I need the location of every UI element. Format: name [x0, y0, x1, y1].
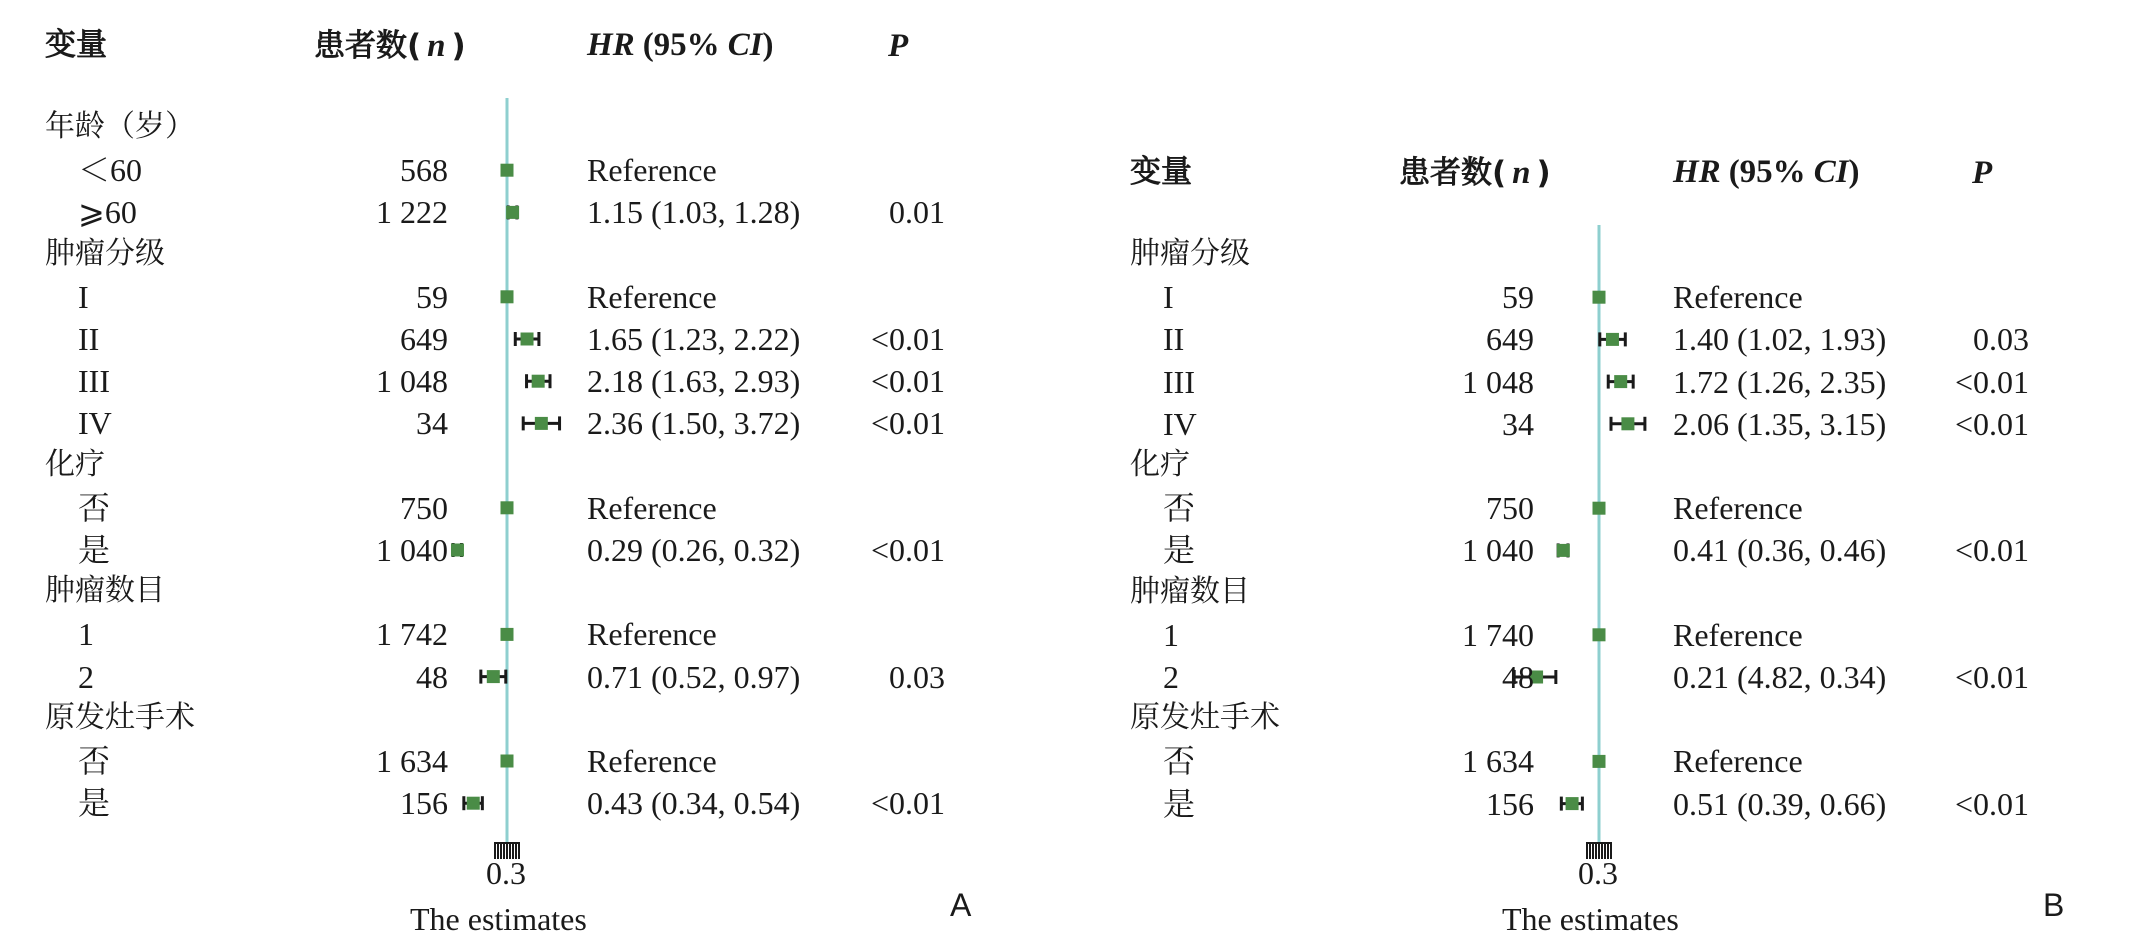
header-p-value: P: [1972, 155, 1993, 191]
hr-point-marker: [506, 206, 519, 219]
patient-count: 48: [1502, 659, 1534, 695]
hr-ci-text: Reference: [1673, 743, 1803, 780]
p-value: <0.01: [870, 321, 945, 357]
level-label: 1: [78, 616, 94, 653]
hr-point-marker: [1606, 333, 1619, 346]
header-hr-part: ): [762, 27, 774, 63]
patient-count: 1 740: [1462, 616, 1534, 653]
header-hr-part: (95%: [642, 27, 720, 63]
header-n-prefix: 患者数(: [314, 28, 422, 64]
x-tick-label: 0.3: [1578, 855, 1618, 891]
hr-point-marker: [535, 417, 548, 430]
patient-count: 34: [416, 405, 448, 442]
hr-ci-text: 0.51 (0.39, 0.66): [1673, 785, 1887, 822]
hr-ci-text: Reference: [587, 616, 717, 653]
patient-count: 156: [400, 785, 448, 822]
header-n-symbol: n: [1512, 155, 1531, 191]
level-label: 是: [1163, 785, 1196, 822]
p-value: 0.01: [889, 194, 945, 231]
level-label: I: [78, 278, 89, 315]
hr-point-marker: [1593, 628, 1606, 641]
patient-count: 59: [1502, 279, 1534, 316]
patient-count: 649: [1486, 321, 1534, 358]
hr-ci-text: Reference: [1673, 279, 1803, 316]
p-value: 0.03: [1973, 321, 2029, 358]
hr-point-marker: [1593, 502, 1606, 515]
hr-ci-text: 0.29 (0.26, 0.32): [587, 532, 801, 568]
header-n-suffix: ): [1536, 155, 1551, 191]
header-n-suffix: ): [451, 28, 466, 64]
hr-ci-text: Reference: [1673, 490, 1803, 527]
level-label: ＜60: [78, 152, 143, 189]
level-label: IV: [78, 405, 112, 442]
header-variable: 变量: [1130, 154, 1192, 190]
hr-point-marker: [1614, 375, 1627, 388]
patient-count: 1 222: [376, 194, 448, 231]
header-n-prefix: 患者数(: [1399, 155, 1507, 191]
level-label: 是: [78, 785, 111, 822]
patient-count: 750: [1486, 490, 1534, 527]
hr-point-marker: [532, 375, 545, 388]
header-hr-part: ): [1848, 154, 1860, 190]
patient-count: 48: [416, 658, 448, 695]
patient-count: 1 040: [376, 532, 448, 568]
category-label: 肿瘤分级: [45, 235, 165, 271]
header-hr-part: HR: [1673, 154, 1721, 190]
header-hr-part: HR: [587, 27, 635, 63]
header-variable: 变量: [45, 27, 107, 63]
hr-point-marker: [487, 670, 500, 683]
hr-ci-text: 2.36 (1.50, 3.72): [587, 405, 801, 442]
p-value: <0.01: [1954, 659, 2029, 695]
level-label: III: [1163, 363, 1195, 400]
hr-point-marker: [467, 797, 480, 810]
p-value: 0.03: [889, 658, 945, 695]
hr-ci-text: Reference: [587, 743, 717, 779]
hr-ci-text: 0.71 (0.52, 0.97): [587, 658, 801, 695]
level-label: 否: [78, 743, 111, 779]
hr-point-marker: [1593, 291, 1606, 304]
level-label: 是: [1163, 532, 1196, 569]
patient-count: 34: [1502, 405, 1534, 442]
header-p-value: P: [888, 28, 909, 64]
hr-ci-text: 0.21 (4.82, 0.34): [1673, 659, 1887, 695]
patient-count: 59: [416, 278, 448, 315]
panel-label: A: [950, 887, 972, 923]
p-value: <0.01: [1954, 532, 2029, 569]
patient-count: 156: [1486, 785, 1534, 822]
p-value: <0.01: [1954, 405, 2029, 442]
hr-point-marker: [501, 628, 514, 641]
hr-ci-text: Reference: [1673, 616, 1803, 653]
category-label: 原发灶手术: [1130, 700, 1280, 736]
header-hr-part: CI: [1813, 154, 1849, 190]
hr-point-marker: [1557, 544, 1570, 557]
x-axis-title: The estimates: [1502, 901, 1679, 937]
level-label: 否: [1163, 490, 1196, 527]
patient-count: 649: [400, 321, 448, 357]
level-label: 否: [78, 489, 111, 526]
patient-count: 1 040: [1462, 532, 1534, 569]
hr-point-marker: [1593, 755, 1606, 768]
category-label: 肿瘤数目: [1130, 573, 1250, 609]
patient-count: 1 742: [376, 616, 448, 653]
header-hr-part: (95%: [1728, 154, 1806, 190]
level-label: III: [78, 363, 110, 400]
category-label: 肿瘤分级: [1130, 236, 1250, 271]
hr-ci-text: 2.06 (1.35, 3.15): [1673, 405, 1887, 442]
category-label: 肿瘤数目: [45, 573, 165, 609]
hr-ci-text: 1.65 (1.23, 2.22): [587, 321, 801, 357]
p-value: <0.01: [1954, 363, 2029, 400]
hr-ci-text: 2.18 (1.63, 2.93): [587, 363, 801, 400]
level-label: IV: [1163, 405, 1197, 442]
hr-point-marker: [501, 164, 514, 177]
p-value: <0.01: [870, 532, 945, 568]
patient-count: 1 634: [1462, 743, 1534, 780]
hr-point-marker: [501, 290, 514, 303]
hr-point-marker: [451, 544, 464, 557]
hr-ci-text: Reference: [587, 489, 717, 526]
category-label: 化疗: [45, 446, 105, 482]
category-label: 化疗: [1130, 447, 1190, 482]
x-tick-label: 0.3: [486, 855, 526, 891]
level-label: 是: [78, 532, 111, 568]
hr-point-marker: [1621, 417, 1634, 430]
hr-ci-text: Reference: [587, 152, 717, 189]
category-label: 年龄（岁）: [45, 109, 195, 144]
header-n-symbol: n: [427, 28, 446, 64]
hr-ci-text: 0.43 (0.34, 0.54): [587, 785, 801, 822]
header-hr-part: CI: [727, 27, 763, 63]
forest-plot-panel-b: [1066, 0, 2132, 946]
hr-point-marker: [501, 501, 514, 514]
hr-ci-text: 1.40 (1.02, 1.93): [1673, 321, 1887, 358]
level-label: II: [1163, 321, 1185, 358]
x-axis-title: The estimates: [410, 901, 587, 937]
level-label: 2: [78, 658, 94, 695]
level-label: 1: [1163, 616, 1179, 653]
p-value: <0.01: [870, 363, 945, 400]
patient-count: 1 634: [376, 743, 448, 779]
p-value: <0.01: [870, 785, 945, 822]
p-value: <0.01: [1954, 785, 2029, 822]
patient-count: 1 048: [1462, 363, 1534, 400]
level-label: 2: [1163, 659, 1179, 695]
patient-count: 1 048: [376, 363, 448, 400]
level-label: ⩾60: [78, 194, 137, 231]
hr-point-marker: [521, 333, 534, 346]
hr-ci-text: 1.72 (1.26, 2.35): [1673, 363, 1887, 400]
hr-ci-text: 0.41 (0.36, 0.46): [1673, 532, 1887, 569]
level-label: I: [1163, 279, 1174, 316]
level-label: II: [78, 321, 100, 357]
patient-count: 750: [400, 489, 448, 526]
panel-label: B: [2043, 887, 2065, 923]
hr-ci-text: 1.15 (1.03, 1.28): [587, 194, 801, 231]
hr-ci-text: Reference: [587, 278, 717, 315]
p-value: <0.01: [870, 405, 945, 442]
hr-point-marker: [1566, 797, 1579, 810]
level-label: 否: [1163, 743, 1196, 780]
category-label: 原发灶手术: [45, 699, 195, 735]
hr-point-marker: [501, 755, 514, 768]
patient-count: 568: [400, 152, 448, 189]
